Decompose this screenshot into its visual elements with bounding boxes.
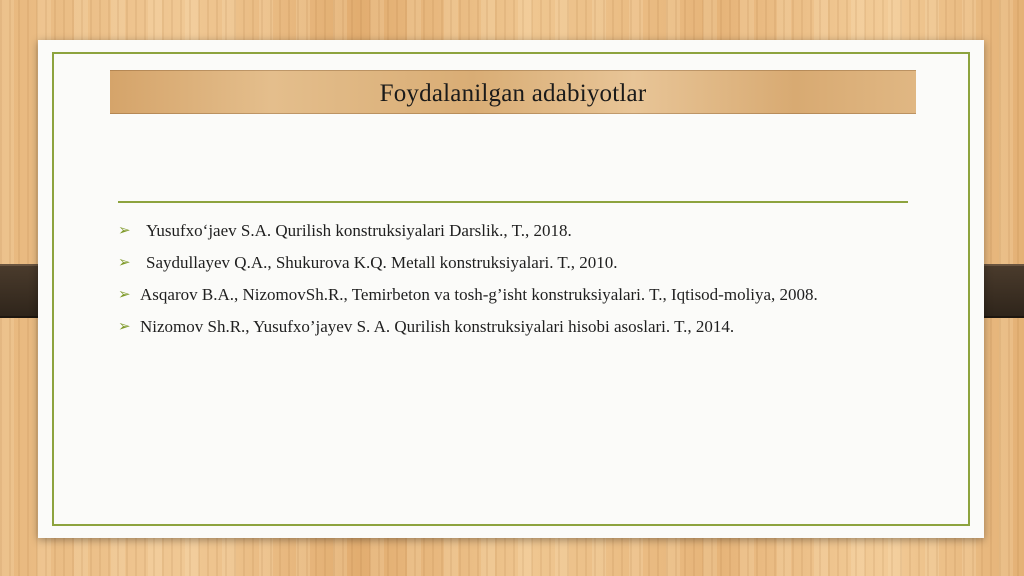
reference-text: Nizomov Sh.R., Yusufxo’jayev S. A. Qurilish konstruksiyalari hisobi asoslari. T., 2014.: [140, 317, 735, 336]
list-item: [118, 252, 908, 274]
arrow-bullet-icon: ➢: [118, 319, 131, 335]
arrow-bullet-icon: ➢: [118, 223, 131, 239]
title-divider: [118, 201, 908, 203]
reference-list: [118, 220, 908, 348]
reference-text: Asqarov B.A., NizomovSh.R., Temirbeton va tosh-g’isht konstruksiyalari. T., Iqtisod-moliya, 2008.: [140, 285, 818, 304]
list-item: [118, 284, 908, 306]
arrow-bullet-icon: ➢: [118, 287, 131, 303]
arrow-bullet-icon: ➢: [118, 255, 131, 271]
list-item: [118, 220, 908, 242]
title-band: [110, 70, 916, 114]
slide-title: Foydalanilgan adabiyotlar: [379, 80, 647, 107]
list-item: [118, 316, 908, 338]
slide-paper: [38, 40, 984, 538]
reference-text: Saydullayev Q.A., Shukurova K.Q. Metall konstruksiyalari. T., 2010.: [146, 253, 618, 272]
reference-text: Yusufxo‘jaev S.A. Qurilish konstruksiyalari Darslik., T., 2018.: [146, 221, 572, 240]
